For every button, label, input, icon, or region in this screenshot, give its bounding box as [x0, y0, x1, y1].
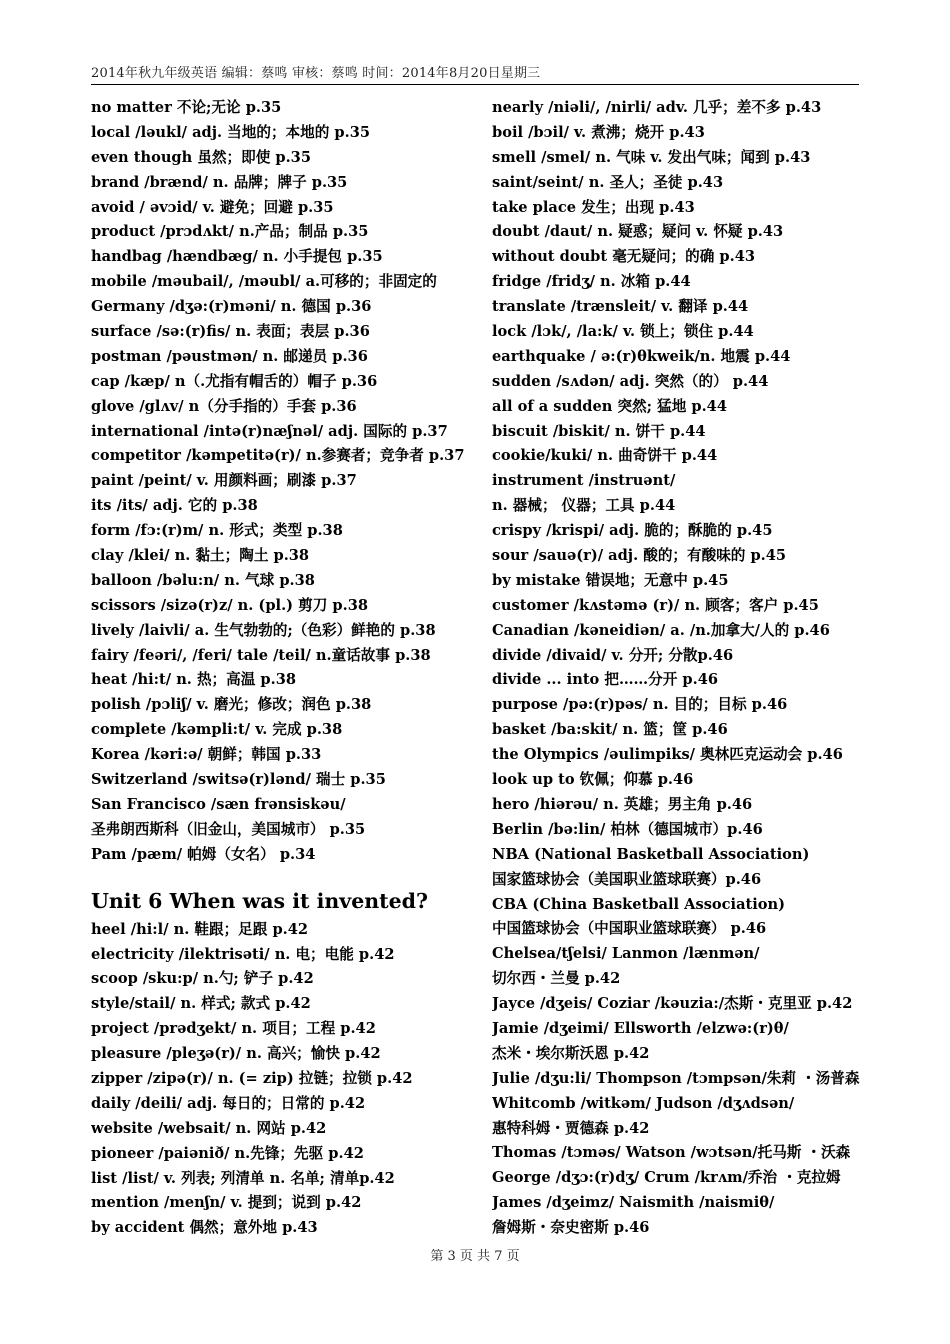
vocab-line: CBA (China Basketball Association)	[492, 895, 786, 913]
vocab-line: polish /pɔliʃ/ v. 磨光；修改；润色 p.38	[91, 696, 372, 714]
left-column	[91, 96, 476, 1241]
vocab-line: no matter 不论;无论 p.35	[91, 99, 282, 116]
vocab-line: mention /menʃn/ v. 提到；说到 p.42	[91, 1194, 362, 1212]
vocab-line: Pam /pæm/ 帕姆（女名） p.34	[91, 845, 316, 863]
vocab-line: sudden /sʌdən/ adj. 突然（的） p.44	[492, 372, 769, 390]
vocab-line: Jamie /dʒeimi/ Ellsworth /elzwə:(r)θ/	[492, 1019, 789, 1037]
vocab-line: heat /hi:t/ n. 热；高温 p.38	[91, 671, 297, 689]
vocab-line: postman /pəustmən/ n. 邮递员 p.36	[91, 347, 368, 365]
vocab-line: fridge /fridʒ/ n. 冰箱 p.44	[492, 273, 691, 291]
vocab-line: translate /trænsleit/ v. 翻译 p.44	[492, 298, 749, 316]
vocab-line: pleasure /pleʒə(r)/ n. 高兴；愉快 p.42	[91, 1045, 381, 1063]
vocab-line: doubt /daut/ n. 疑惑；疑问 v. 怀疑 p.43	[492, 223, 784, 241]
vocab-line: mobile /məubail/, /məubl/ a.可移的；非固定的	[91, 273, 437, 291]
vocab-line: divide /divaid/ v. 分开; 分散p.46	[492, 646, 734, 664]
vocab-line: Canadian /kəneidiən/ a. /n.加拿大/人的 p.46	[492, 621, 830, 639]
vocab-line: 惠特科姆・贾德森 p.42	[492, 1119, 650, 1137]
vocab-line: scoop /sku:p/ n.勺; 铲子 p.42	[91, 970, 314, 988]
vocab-line: Jayce /dʒeis/ Coziar /kəuzia:/杰斯・克里亚 p.42	[492, 995, 853, 1013]
vocab-line: even though 虽然；即使 p.35	[91, 148, 311, 166]
vocab-line: Berlin /bə:lin/ 柏林（德国城市）p.46	[492, 820, 763, 838]
vocab-line: brand /brænd/ n. 品牌；牌子 p.35	[91, 173, 348, 191]
vocab-line: hero /hiərəu/ n. 英雄；男主角 p.46	[492, 795, 753, 813]
vocab-line: basket /ba:skit/ n. 篮；筐 p.46	[492, 721, 728, 739]
vocab-line: Korea /kəri:ə/ 朝鲜；韩国 p.33	[91, 746, 322, 764]
vocab-line: zipper /zipə(r)/ n. (= zip) 拉链；拉锁 p.42	[91, 1069, 413, 1087]
vocab-line: balloon /bəlu:n/ n. 气球 p.38	[91, 571, 315, 589]
vocab-line: San Francisco /sæn frənsiskəu/	[91, 795, 346, 813]
vocab-line: product /prɔdʌkt/ n.产品；制品 p.35	[91, 223, 369, 241]
vocab-line: heel /hi:l/ n. 鞋跟；足跟 p.42	[91, 920, 309, 938]
vocab-line: surface /sə:(r)fis/ n. 表面；表层 p.36	[91, 323, 370, 341]
vocab-line: pioneer /paiənið/ n.先锋；先驱 p.42	[91, 1144, 364, 1162]
vocab-line: Germany /dʒə:(r)məni/ n. 德国 p.36	[91, 298, 372, 316]
vocab-line: 国家篮球协会（美国职业篮球联赛）p.46	[492, 870, 762, 888]
vocab-line: crispy /krispi/ adj. 脆的；酥脆的 p.45	[492, 522, 773, 540]
vocab-line: without doubt 毫无疑问；的确 p.43	[492, 248, 756, 266]
vocab-line: 中国篮球协会（中国职业篮球联赛） p.46	[492, 920, 767, 938]
page-footer: 第 3 页 共 7 页	[430, 1249, 520, 1264]
vocab-line: clay /klei/ n. 黏土；陶土 p.38	[91, 547, 310, 565]
vocab-line: international /intə(r)næʃnəl/ adj. 国际的 p.37	[91, 422, 448, 440]
vocab-line: electricity /ilektrisəti/ n. 电；电能 p.42	[91, 945, 395, 963]
vocab-line: look up to 钦佩；仰慕 p.46	[492, 771, 694, 789]
vocab-line: George /dʒɔ:(r)dʒ/ Crum /krʌm/乔治 ・克拉姆	[492, 1169, 841, 1187]
vocab-line: instrument /instruənt/	[492, 472, 676, 490]
vocab-line: cap /kæp/ n（.尤指有帽舌的）帽子 p.36	[91, 372, 378, 390]
vocab-line: avoid / əvɔid/ v. 避免；回避 p.35	[91, 198, 334, 216]
page-header: 2014年秋九年级英语 编辑：蔡鸣 审核：蔡鸣 时间：2014年8月20日星期三	[91, 64, 859, 85]
vocab-line: take place 发生；出现 p.43	[492, 198, 695, 216]
vocab-line: divide ... into 把……分开 p.46	[492, 671, 719, 689]
vocab-line: website /websait/ n. 网站 p.42	[91, 1119, 327, 1137]
vocab-line: scissors /sizə(r)z/ n. (pl.) 剪刀 p.38	[91, 596, 369, 614]
vocab-line: NBA (National Basketball Association)	[492, 845, 810, 863]
vocab-line: project /prədʒekt/ n. 项目；工程 p.42	[91, 1020, 376, 1038]
vocab-line: n. 器械； 仪器；工具 p.44	[492, 497, 676, 515]
vocab-line: local /ləukl/ adj. 当地的；本地的 p.35	[91, 123, 371, 141]
vocab-line: style/stail/ n. 样式; 款式 p.42	[91, 995, 311, 1013]
vocab-line: 切尔西・兰曼 p.42	[492, 970, 621, 988]
vocab-line: Julie /dʒu:li/ Thompson /tɔmpsən/朱莉 ・汤普森	[492, 1069, 860, 1087]
vocab-line: daily /deili/ adj. 每日的；日常的 p.42	[91, 1094, 366, 1112]
vocab-line: Thomas /tɔməs/ Watson /wɔtsən/托马斯 ・沃森	[492, 1144, 851, 1162]
vocab-line: saint/seint/ n. 圣人；圣徒 p.43	[492, 173, 724, 191]
vocab-line: Switzerland /switsə(r)lənd/ 瑞士 p.35	[91, 771, 386, 789]
vocab-line: all of a sudden 突然; 猛地 p.44	[492, 397, 727, 415]
vocab-line: form /fɔ:(r)m/ n. 形式；类型 p.38	[91, 522, 343, 540]
vocab-line: list /list/ v. 列表; 列清单 n. 名单; 清单p.42	[91, 1169, 395, 1187]
vocab-line: nearly /niəli/, /nirli/ adv. 几乎；差不多 p.43	[492, 99, 822, 116]
vocab-line: Whitcomb /witkəm/ Judson /dʒʌdsən/	[492, 1094, 795, 1112]
vocab-line: boil /bɔil/ v. 煮沸；烧开 p.43	[492, 123, 705, 141]
vocab-line: Chelsea/tʃelsi/ Lanmon /lænmən/	[492, 945, 760, 963]
vocab-line: 圣弗朗西斯科（旧金山，美国城市） p.35	[91, 820, 366, 838]
vocab-line: its /its/ adj. 它的 p.38	[91, 497, 258, 515]
vocab-line: lock /lɔk/, /la:k/ v. 锁上；锁住 p.44	[492, 323, 754, 341]
vocab-line: James /dʒeimz/ Naismith /naismiθ/	[492, 1194, 775, 1212]
vocab-line: lively /laivli/ a. 生气勃勃的;（色彩）鲜艳的 p.38	[91, 621, 436, 639]
vocab-line: earthquake / ə:(r)θkweik/n. 地震 p.44	[492, 347, 791, 365]
vocab-line: fairy /feəri/, /feri/ tale /teil/ n.童话故事 p.38	[91, 646, 431, 664]
vocab-line: paint /peint/ v. 用颜料画；刷漆 p.37	[91, 472, 357, 490]
vocab-line: 杰米・埃尔斯沃恩 p.42	[492, 1044, 650, 1062]
vocab-line: cookie/kuki/ n. 曲奇饼干 p.44	[492, 447, 718, 465]
vocab-line: biscuit /biskit/ n. 饼干 p.44	[492, 422, 706, 440]
vocab-line: handbag /hændbæg/ n. 小手提包 p.35	[91, 248, 383, 266]
vocab-line: complete /kəmpli:t/ v. 完成 p.38	[91, 721, 343, 739]
vocab-line: customer /kʌstəmə (r)/ n. 顾客；客户 p.45	[492, 596, 819, 614]
right-column	[492, 96, 862, 1241]
vocab-line: competitor /kəmpetitə(r)/ n.参赛者；竞争者 p.37	[91, 447, 465, 465]
vocab-line: purpose /pə:(r)pəs/ n. 目的；目标 p.46	[492, 696, 788, 714]
vocab-line: by accident 偶然；意外地 p.43	[91, 1219, 318, 1237]
vocab-line: smell /smel/ n. 气味 v. 发出气味；闻到 p.43	[492, 148, 811, 166]
vocab-line: glove /glʌv/ n（分手指的）手套 p.36	[91, 397, 357, 415]
vocab-line: sour /sauə(r)/ adj. 酸的；有酸味的 p.45	[492, 547, 787, 565]
vocab-line: by mistake 错误地；无意中 p.45	[492, 571, 729, 589]
vocab-line: 詹姆斯・奈史密斯 p.46	[492, 1219, 650, 1237]
unit-heading: Unit 6 When was it invented?	[91, 888, 428, 913]
vocab-line: the Olympics /əulimpiks/ 奥林匹克运动会 p.46	[492, 746, 843, 764]
